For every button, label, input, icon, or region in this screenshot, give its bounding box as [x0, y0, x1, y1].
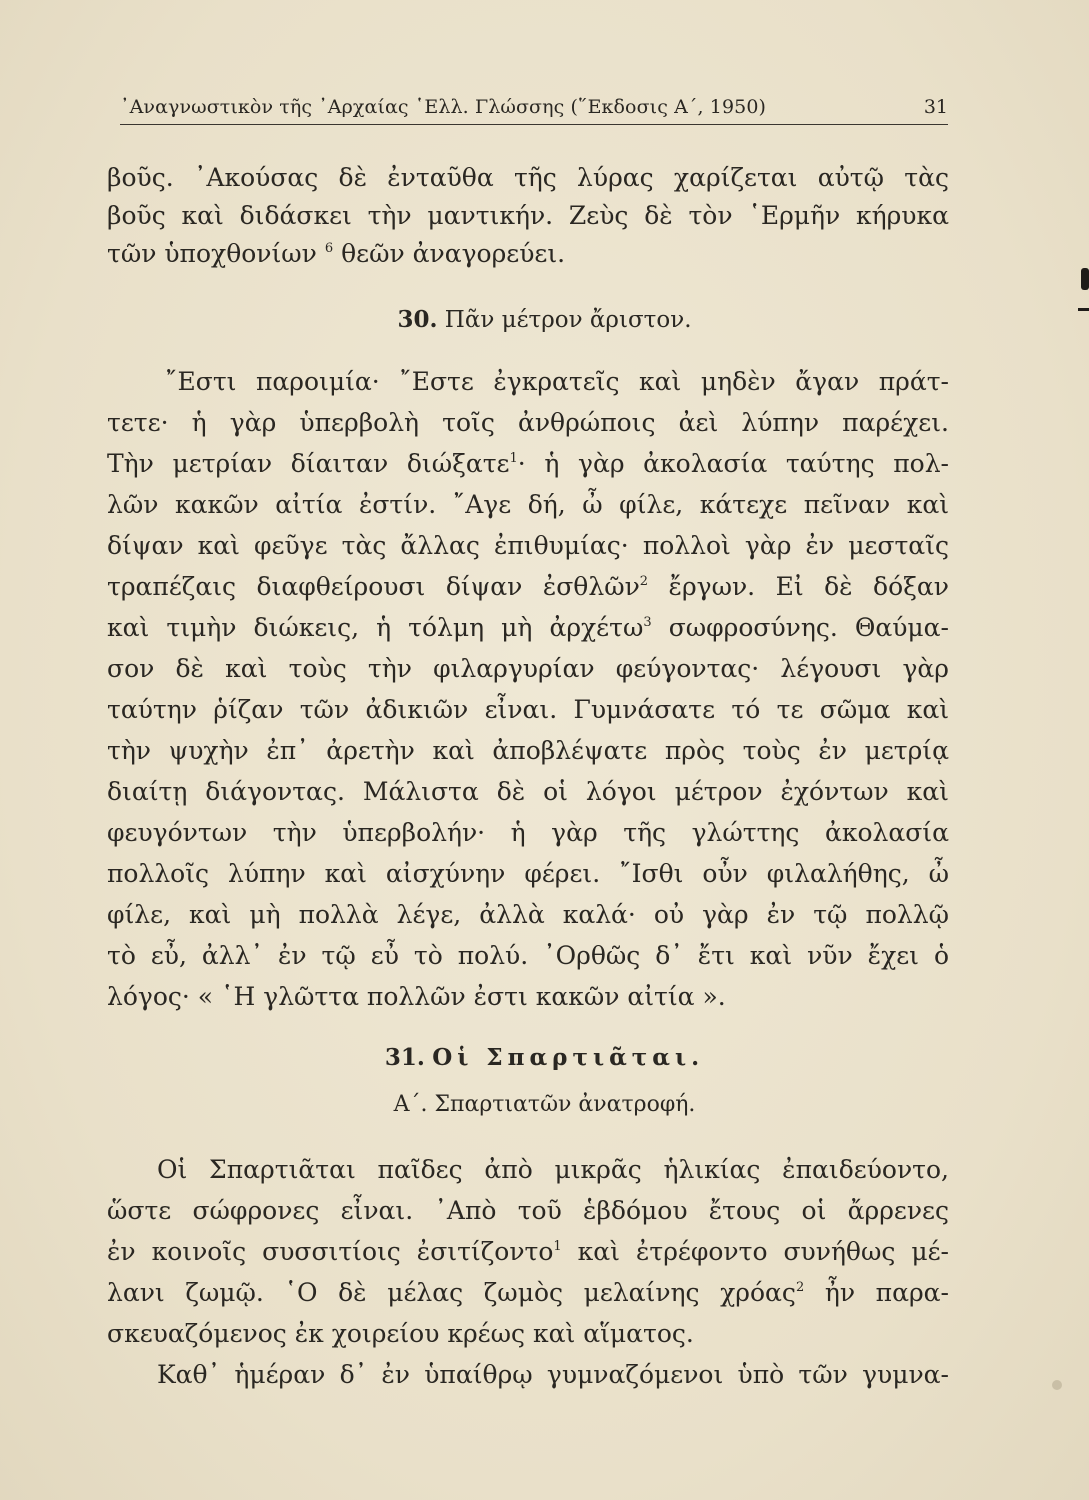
text-line: Καθ᾽ ἡμέραν δ᾽ ἐν ὑπαίθρῳ γυμναζόμενοι ὑπὸ τῶν γυμνα-	[157, 1360, 949, 1389]
text-line: ὥστε σώφρονες εἶναι. ᾽Απὸ τοῦ ἑβδόμου ἔτους οἱ ἄρρενες	[107, 1196, 949, 1225]
text-line	[107, 444, 949, 484]
text-line: ταύτην ῥίζαν τῶν ἀδικιῶν εἶναι. Γυμνάσατε τό τε σῶμα καὶ	[107, 695, 949, 724]
footnote-ref: 1	[509, 451, 518, 466]
text-span: καὶ ἐτρέφοντο συνήθως μέ-	[561, 1237, 950, 1266]
header-title: ᾽Αναγνωστικὸν τῆς ᾽Αρχαίας ῾Ελλ. Γλώσσης (῞Εκδοσις Α΄, 1950)	[120, 96, 767, 118]
text-line	[107, 567, 949, 607]
text-line: τετε· ἡ γὰρ ὑπερβολὴ τοῖς ἀνθρώποις ἀεὶ λύπην παρέχει.	[107, 408, 949, 437]
text-line: ῎Εστι παροιμία· ῎Εστε ἐγκρατεῖς καὶ μηδὲν ἄγαν πράτ-	[165, 367, 949, 396]
footnote-ref: 1	[553, 1239, 562, 1254]
section-31-heading	[0, 1044, 1089, 1071]
section-30-heading	[0, 306, 1089, 333]
section-title: Οἱ Σπαρτιᾶται.	[432, 1044, 705, 1071]
scan-mark	[1078, 308, 1089, 311]
text-line: σον δὲ καὶ τοὺς τὴν φιλαργυρίαν φεύγοντας· λέγουσι γὰρ	[107, 654, 949, 683]
footnote-ref: 2	[795, 1280, 805, 1295]
section-number: 31.	[384, 1044, 425, 1071]
text-span: τῶν ὑποχθονίων	[107, 239, 317, 268]
text-span: ἔργων. Εἰ δὲ δόξαν	[648, 572, 950, 601]
text-line: Οἱ Σπαρτιᾶται παῖδες ἀπὸ μικρᾶς ἡλικίας ἐπαιδεύοντο,	[157, 1155, 949, 1184]
text-line	[107, 1273, 949, 1313]
text-span: ἦν παρα-	[804, 1278, 949, 1307]
text-line: βοῦς καὶ διδάσκει τὴν μαντικήν. Ζεὺς δὲ τὸν ῾Ερμῆν κήρυκα	[107, 201, 949, 230]
text-line: τὴν ψυχὴν ἐπ᾽ ἀρετὴν καὶ ἀποβλέψατε πρὸς τοὺς ἐν μετρίᾳ	[107, 736, 949, 765]
text-line	[107, 234, 949, 274]
text-line: λόγος· « ῾Η γλῶττα πολλῶν ἐστι κακῶν αἰτία ».	[107, 982, 726, 1011]
text-span: λανι ζωμῷ. ῾Ο δὲ μέλας ζωμὸς μελαίνης χρόας	[107, 1278, 796, 1307]
text-span: καὶ τιμὴν διώκεις, ἡ τόλμη μὴ ἀρχέτω	[107, 613, 644, 642]
text-span: θεῶν ἀναγορεύει.	[341, 239, 566, 268]
text-line: φίλε, καὶ μὴ πολλὰ λέγε, ἀλλὰ καλά· οὐ γὰρ ἐν τῷ πολλῷ	[107, 900, 949, 929]
section-number: 30.	[397, 306, 438, 333]
text-span: ἐν κοινοῖς συσσιτίοις ἐσιτίζοντο	[107, 1237, 554, 1266]
text-line	[107, 608, 949, 648]
text-line: λῶν κακῶν αἰτία ἐστίν. ῎Αγε δή, ὦ φίλε, κάτεχε πεῖναν καὶ	[107, 490, 949, 519]
text-line: δίψαν καὶ φεῦγε τὰς ἄλλας ἐπιθυμίας· πολλοὶ γὰρ ἐν μεσταῖς	[107, 531, 949, 560]
text-line: φευγόντων τὴν ὑπερβολήν· ἡ γὰρ τῆς γλώττης ἀκολασία	[107, 818, 949, 847]
text-span: τραπέζαις διαφθείρουσι δίψαν ἐσθλῶν	[107, 572, 640, 601]
scan-mark	[1081, 268, 1089, 290]
page-number: 31	[923, 96, 948, 118]
running-header	[120, 94, 948, 125]
section-31-subtitle: Α΄. Σπαρτιατῶν ἀνατροφή.	[393, 1092, 696, 1117]
text-span: · ἡ γὰρ ἀκολασία ταύτης πολ-	[517, 449, 949, 478]
footnote-ref: 3	[643, 615, 652, 630]
text-line: πολλοῖς λύπην καὶ αἰσχύνην φέρει. ῎Ισθι οὖν φιλαλήθης, ὦ	[107, 859, 949, 888]
text-line: σκευαζόμενος ἐκ χοιρείου κρέως καὶ αἵματος.	[107, 1319, 694, 1348]
text-line: τὸ εὖ, ἀλλ᾽ ἐν τῷ εὖ τὸ πολύ. ᾽Ορθῶς δ᾽ ἔτι καὶ νῦν ἔχει ὁ	[107, 941, 949, 970]
text-line	[107, 1232, 949, 1272]
text-span: Τὴν μετρίαν δίαιταν διώξατε	[107, 449, 510, 478]
text-line: διαίτῃ διάγοντας. Μάλιστα δὲ οἱ λόγοι μέτρον ἐχόντων καὶ	[107, 777, 949, 806]
scan-mark	[1052, 1380, 1062, 1390]
text-line: βοῦς. ᾽Ακούσας δὲ ἐνταῦθα τῆς λύρας χαρίζεται αὐτῷ τὰς	[107, 163, 949, 192]
footnote-ref: 2	[639, 574, 649, 589]
text-span: σωφροσύνης. Θαύμα-	[651, 613, 950, 642]
footnote-ref: 6	[324, 241, 334, 256]
section-title: Πᾶν μέτρον ἄριστον.	[444, 307, 692, 333]
